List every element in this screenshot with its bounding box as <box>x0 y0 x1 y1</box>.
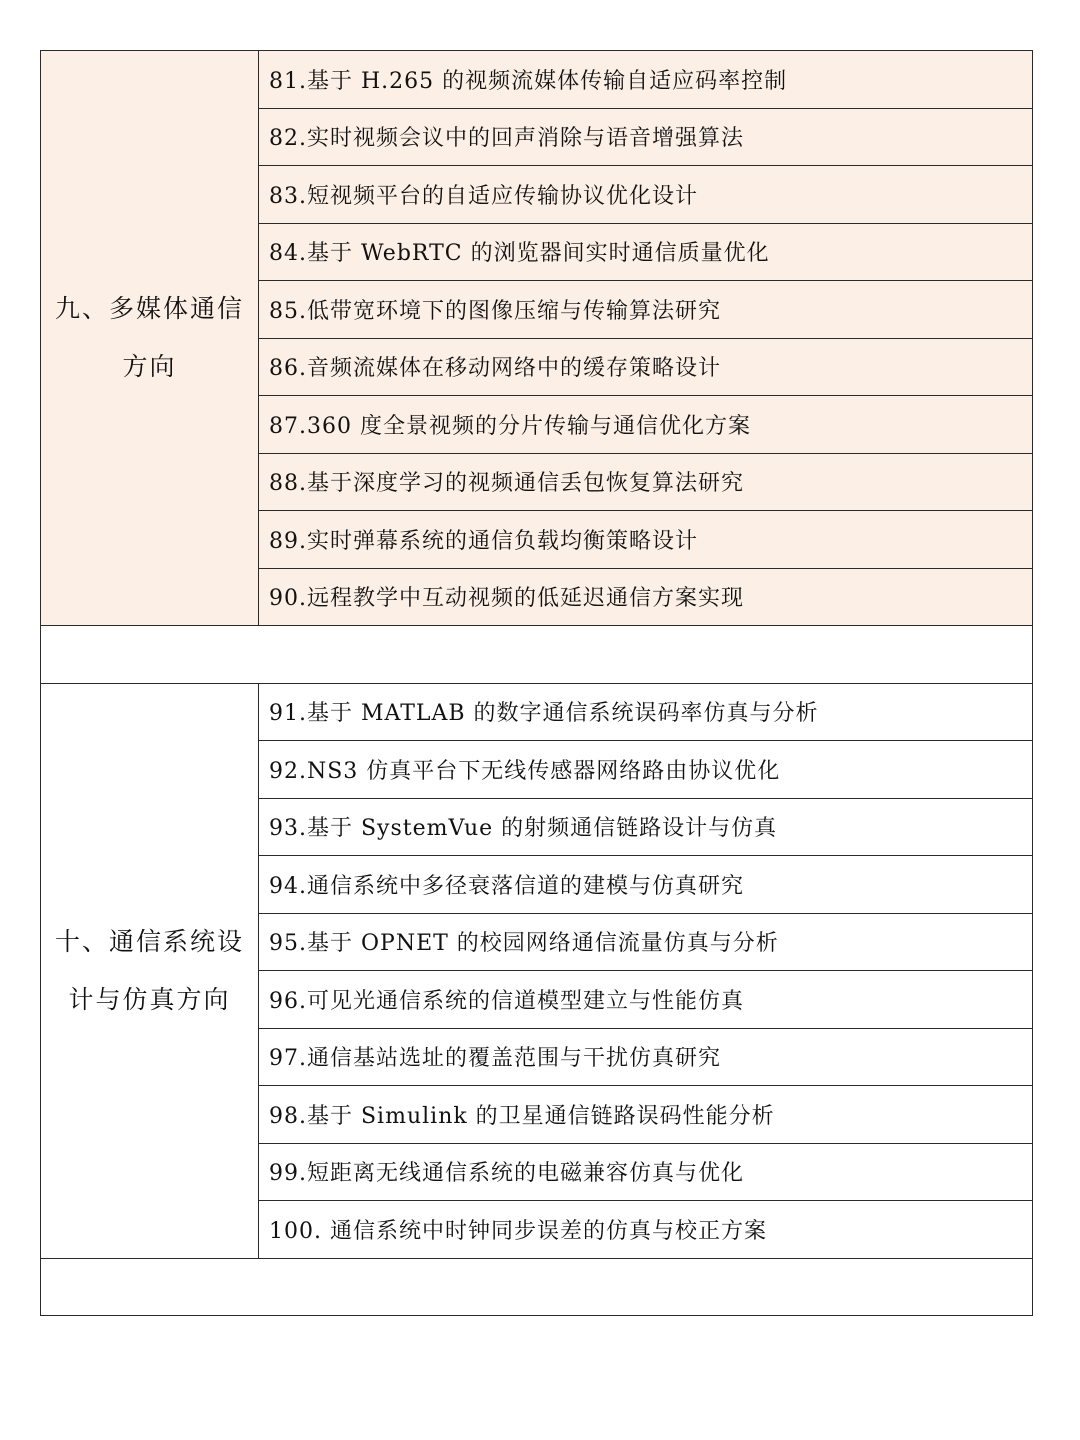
topic-text: 85.低带宽环境下的图像压缩与传输算法研究 <box>269 298 721 324</box>
topic-cell <box>259 223 1033 281</box>
topic-text: 91.基于 MATLAB 的数字通信系统误码率仿真与分析 <box>269 701 819 727</box>
topic-cell <box>259 741 1033 799</box>
topic-cell <box>259 1086 1033 1144</box>
topic-cell <box>259 396 1033 454</box>
topic-text: 94.通信系统中多径衰落信道的建模与仿真研究 <box>269 873 744 899</box>
topic-cell <box>259 166 1033 224</box>
topic-text: 81.基于 H.265 的视频流媒体传输自适应码率控制 <box>269 68 788 94</box>
category-label: 九、多媒体通信方向 <box>54 294 244 381</box>
topic-cell <box>259 1028 1033 1086</box>
topic-cell <box>259 281 1033 339</box>
topic-table <box>40 50 1033 1316</box>
table-row <box>41 683 1033 741</box>
topic-text: 98.基于 Simulink 的卫星通信链路误码性能分析 <box>269 1103 775 1129</box>
topic-text: 88.基于深度学习的视频通信丢包恢复算法研究 <box>269 471 744 497</box>
topic-text: 100. 通信系统中时钟同步误差的仿真与校正方案 <box>269 1218 767 1244</box>
topic-cell <box>259 1143 1033 1201</box>
spacer-row <box>41 626 1033 684</box>
topic-text: 95.基于 OPNET 的校园网络通信流量仿真与分析 <box>269 931 779 957</box>
topic-text: 90.远程教学中互动视频的低延迟通信方案实现 <box>269 586 744 612</box>
topic-text: 87.360 度全景视频的分片传输与通信优化方案 <box>269 413 751 439</box>
topic-text: 89.实时弹幕系统的通信负载均衡策略设计 <box>269 528 698 554</box>
topic-text: 92.NS3 仿真平台下无线传感器网络路由协议优化 <box>269 758 781 784</box>
topic-text: 86.音频流媒体在移动网络中的缓存策略设计 <box>269 356 721 382</box>
topic-text: 83.短视频平台的自适应传输协议优化设计 <box>269 183 698 209</box>
topic-cell <box>259 511 1033 569</box>
topic-cell <box>259 683 1033 741</box>
topic-cell <box>259 971 1033 1029</box>
topic-text: 93.基于 SystemVue 的射频通信链路设计与仿真 <box>269 816 778 842</box>
category-cell <box>41 683 259 1258</box>
topic-cell <box>259 51 1033 109</box>
topic-text: 96.可见光通信系统的信道模型建立与性能仿真 <box>269 988 744 1014</box>
spacer-row <box>41 1258 1033 1316</box>
topic-cell <box>259 856 1033 914</box>
category-label: 十、通信系统设计与仿真方向 <box>54 926 244 1014</box>
topic-cell <box>259 798 1033 856</box>
table-row <box>41 51 1033 109</box>
topic-text: 82.实时视频会议中的回声消除与语音增强算法 <box>269 126 744 152</box>
topic-text: 84.基于 WebRTC 的浏览器间实时通信质量优化 <box>269 241 770 267</box>
topic-cell <box>259 108 1033 166</box>
topic-text: 99.短距离无线通信系统的电磁兼容仿真与优化 <box>269 1161 744 1187</box>
spacer-cell <box>41 1258 1033 1316</box>
topic-cell <box>259 1201 1033 1259</box>
category-cell <box>41 51 259 626</box>
topic-text: 97.通信基站选址的覆盖范围与干扰仿真研究 <box>269 1046 721 1072</box>
spacer-cell <box>41 626 1033 684</box>
topic-cell <box>259 453 1033 511</box>
topic-cell <box>259 568 1033 626</box>
topic-cell <box>259 913 1033 971</box>
topic-cell <box>259 338 1033 396</box>
